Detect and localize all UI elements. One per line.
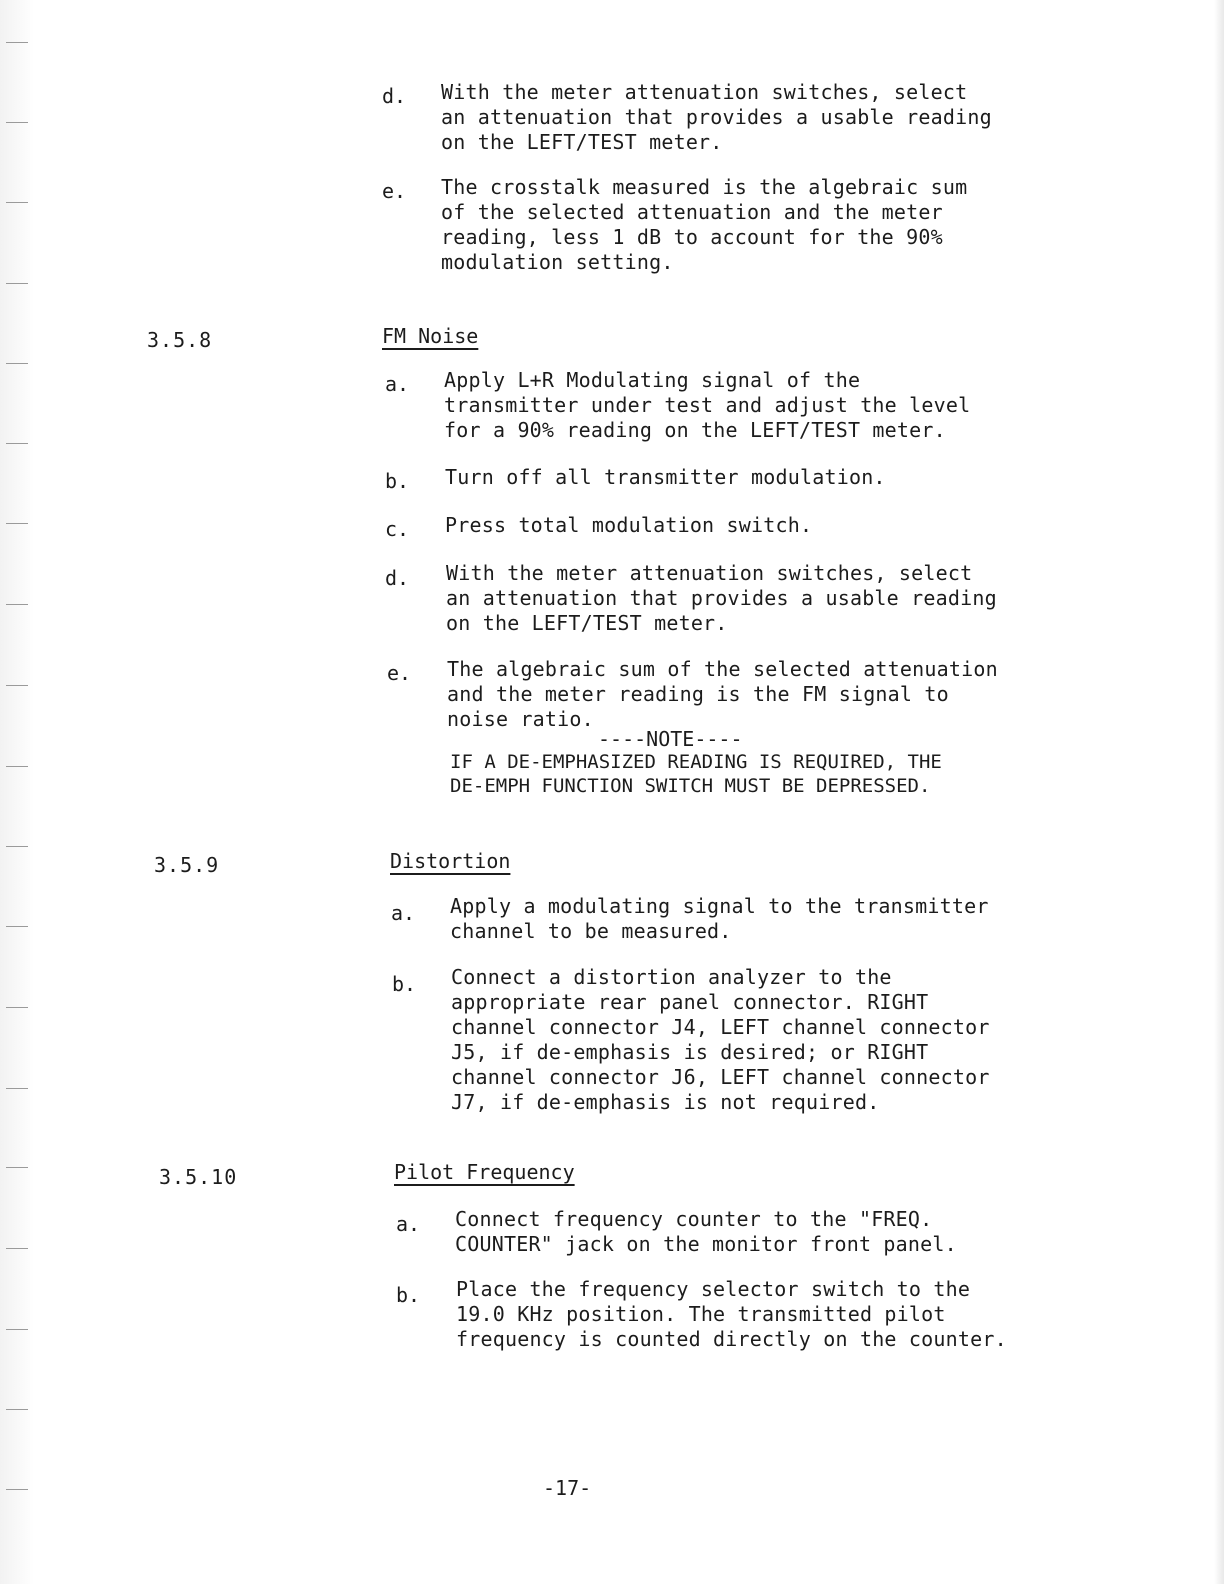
item-text: The crosstalk measured is the algebraic sum of the selected attenuation and the meter reading, less 1 dB to account for the 90% modulation setting.	[441, 175, 968, 274]
item-text: Place the frequency selector switch to the 19.0 KHz position. The transmitted pilot frequency is counted directly on the counter.	[456, 1277, 1007, 1351]
section-number: 3.5.10	[159, 1165, 238, 1189]
item-text: Turn off all transmitter modulation.	[445, 465, 886, 489]
item-letter: e.	[382, 179, 407, 203]
item-letter: c.	[385, 517, 410, 541]
binding-edge	[0, 0, 34, 1584]
item-text: The algebraic sum of the selected attenuation and the meter reading is the FM signal to noise ratio.	[447, 657, 998, 731]
binding-mark	[6, 766, 28, 767]
binding-mark	[6, 1329, 28, 1330]
item-text: Apply a modulating signal to the transmitter channel to be measured.	[450, 894, 989, 943]
item-letter: b.	[392, 972, 417, 996]
binding-mark	[6, 283, 28, 284]
binding-mark	[6, 523, 28, 524]
note-text: IF A DE-EMPHASIZED READING IS REQUIRED, THE DE-EMPH FUNCTION SWITCH MUST BE DEPRESSED.	[450, 751, 942, 797]
item-letter: a.	[396, 1212, 421, 1236]
binding-mark	[6, 42, 28, 43]
item-letter: b.	[396, 1283, 421, 1307]
note-heading: ----NOTE----	[598, 727, 743, 751]
binding-mark	[6, 926, 28, 927]
item-text: Connect frequency counter to the "FREQ. COUNTER" jack on the monitor front panel.	[455, 1207, 957, 1256]
binding-mark	[6, 1167, 28, 1168]
binding-mark	[6, 846, 28, 847]
section-title: Distortion	[390, 849, 511, 873]
binding-mark	[6, 604, 28, 605]
section-number: 3.5.9	[154, 853, 220, 877]
binding-mark	[6, 122, 28, 123]
item-letter: b.	[385, 469, 410, 493]
binding-mark	[6, 1489, 28, 1490]
binding-mark	[6, 363, 28, 364]
section-title: FM Noise	[382, 324, 479, 348]
page-edge	[1214, 0, 1224, 1584]
binding-mark	[6, 1248, 28, 1249]
item-text: With the meter attenuation switches, select an attenuation that provides a usable reading on the LEFT/TEST meter.	[446, 561, 997, 635]
binding-mark	[6, 1007, 28, 1008]
item-letter: a.	[391, 901, 416, 925]
item-letter: e.	[387, 661, 412, 685]
item-text: Apply L+R Modulating signal of the transmitter under test and adjust the level for a 90% reading on the LEFT/TEST meter.	[444, 368, 971, 442]
item-letter: d.	[385, 566, 410, 590]
item-letter: d.	[382, 84, 407, 108]
page-number: -17-	[543, 1476, 592, 1500]
section-number: 3.5.8	[147, 328, 213, 352]
binding-mark	[6, 1409, 28, 1410]
item-letter: a.	[385, 372, 410, 396]
item-text: With the meter attenuation switches, select an attenuation that provides a usable reading on the LEFT/TEST meter.	[441, 80, 992, 154]
item-text: Connect a distortion analyzer to the appropriate rear panel connector. RIGHT channel connector J4, LEFT channel connector J5, if de-emphasis is desired; or RIGHT channel connector J6, LEFT channel connector J7, if de-emphasis is not required.	[451, 965, 990, 1114]
section-title: Pilot Frequency	[394, 1160, 575, 1184]
item-text: Press total modulation switch.	[445, 513, 813, 537]
binding-mark	[6, 443, 28, 444]
binding-mark	[6, 202, 28, 203]
binding-mark	[6, 685, 28, 686]
binding-mark	[6, 1088, 28, 1089]
